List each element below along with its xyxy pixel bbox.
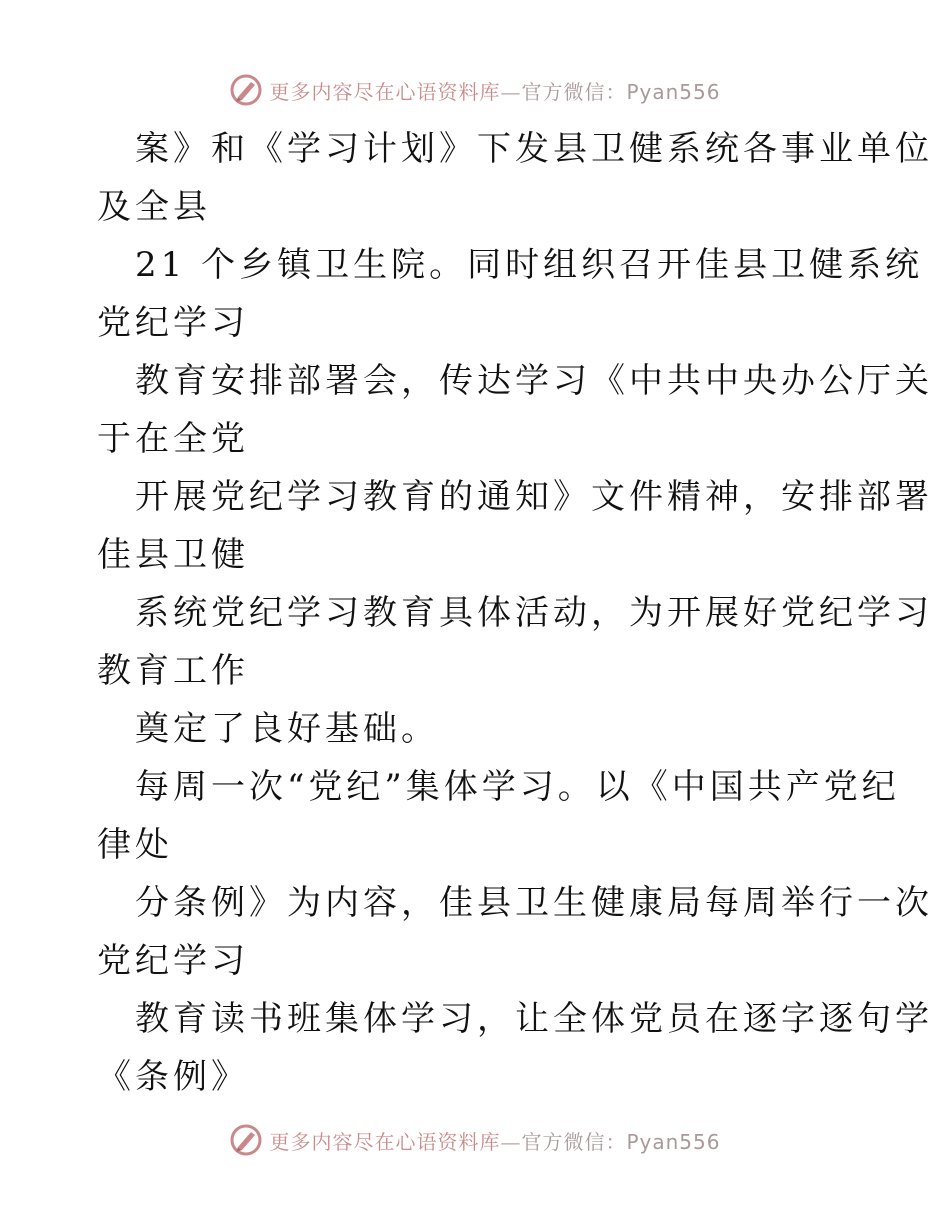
watermark-text: 更多内容尽在心语资料库—官方微信：Pyan556 xyxy=(269,79,721,104)
pen-logo-icon xyxy=(229,73,263,107)
text-line: 佳县卫健 xyxy=(97,535,249,575)
pen-logo-icon xyxy=(229,1123,263,1157)
text-line: 教育读书班集体学习，让全体党员在逐字逐句学 xyxy=(135,999,933,1039)
text-line: 于在全党 xyxy=(97,419,249,459)
text-line: 21 个乡镇卫生院。同时组织召开佳县卫健系统 xyxy=(135,245,924,285)
text-line: 分条例》为内容，佳县卫生健康局每周举行一次 xyxy=(135,883,933,923)
text-line: 教育安排部署会，传达学习《中共中央办公厅关 xyxy=(135,361,933,401)
text-line: 案》和《学习计划》下发县卫健系统各事业单位 xyxy=(135,129,933,169)
footer-watermark xyxy=(0,1120,950,1160)
text-line: 《条例》 xyxy=(97,1057,249,1097)
text-line: 党纪学习 xyxy=(97,941,249,981)
text-line: 奠定了良好基础。 xyxy=(135,709,439,749)
text-line: 教育工作 xyxy=(97,651,249,691)
text-line: 党纪学习 xyxy=(97,303,249,343)
text-line: 系统党纪学习教育具体活动，为开展好党纪学习 xyxy=(135,593,933,633)
watermark-text: 更多内容尽在心语资料库—官方微信：Pyan556 xyxy=(269,1129,721,1154)
text-line: 每周一次“党纪”集体学习。以《中国共产党纪 xyxy=(135,767,900,807)
text-line: 及全县 xyxy=(97,187,211,227)
header-watermark xyxy=(0,70,950,110)
text-line: 开展党纪学习教育的通知》文件精神，安排部署 xyxy=(135,477,933,517)
document-body xyxy=(97,120,933,1106)
text-line: 律处 xyxy=(97,825,173,865)
